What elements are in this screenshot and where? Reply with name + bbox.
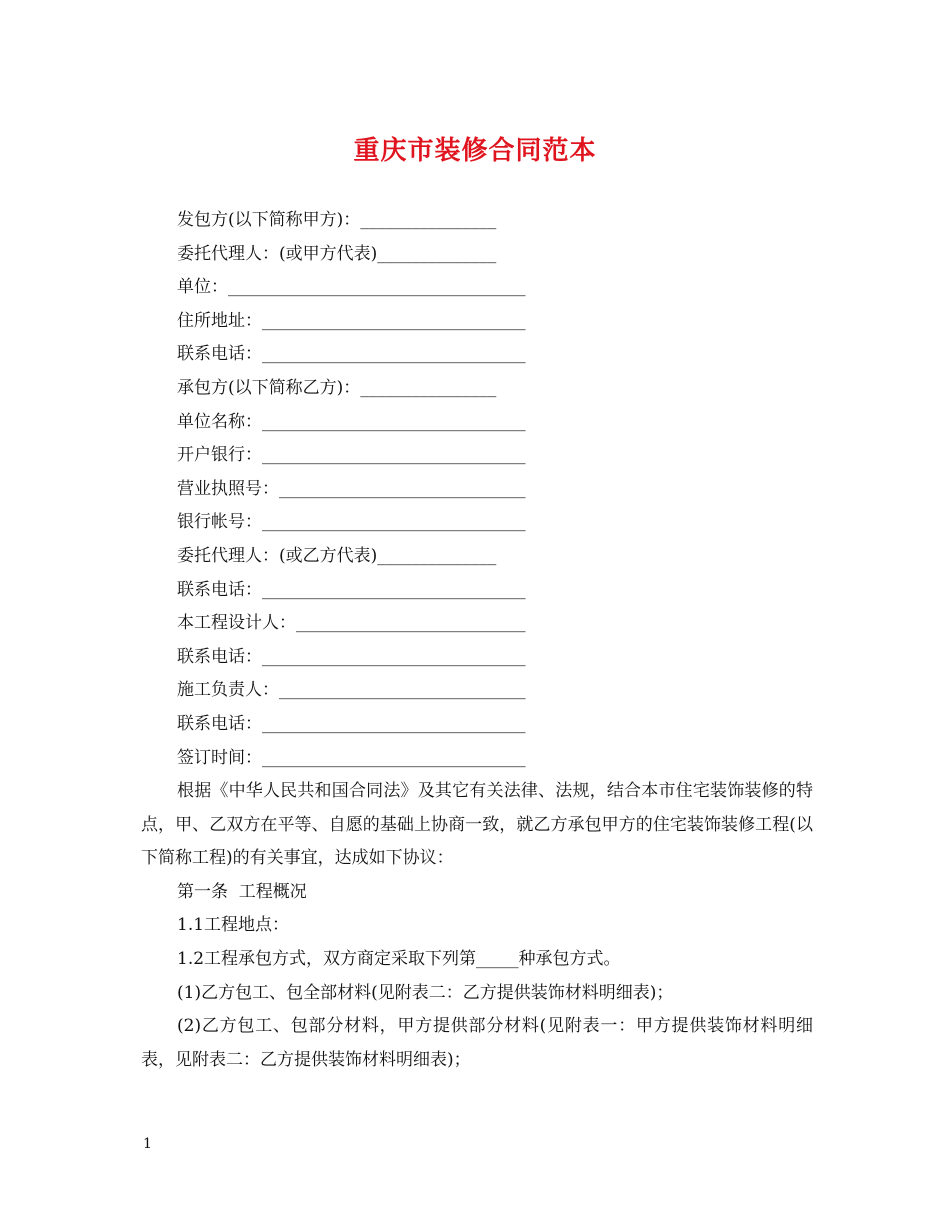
clause-option-1: (1)乙方包工、包全部材料(见附表二：乙方提供装饰材料明细表)； [177, 982, 674, 1003]
field-label: 开户银行： [177, 445, 262, 466]
field-label: 营业执照号： [177, 478, 279, 499]
blank-line: ___________________________ [296, 613, 526, 634]
blank-line: _______________________________ [262, 512, 526, 533]
field-label: 联系电话： [177, 713, 262, 734]
blank-line: ___________________________________ [228, 277, 526, 298]
field-label: 施工负责人： [177, 680, 279, 701]
field-row [177, 742, 526, 776]
field-label: 单位： [177, 277, 228, 298]
field-label: 住所地址： [177, 310, 262, 331]
field-label: 银行帐号： [177, 512, 262, 533]
blank-line: ________________ [360, 210, 497, 230]
field-row [177, 574, 526, 608]
field-label: 本工程设计人： [177, 613, 296, 634]
document-title: 重庆市装修合同范本 [353, 136, 597, 166]
contract-body [141, 775, 813, 1077]
blank-line: _______________________________ [262, 445, 526, 466]
blank-line: ______________ [377, 545, 497, 566]
field-row [177, 473, 526, 507]
field-row [177, 506, 526, 540]
blank-line: _____________________________ [279, 478, 526, 499]
field-label: 单位名称： [177, 411, 262, 432]
intro-paragraph: 根据《中华人民共和国合同法》及其它有关法律、法规，结合本市住宅装饰装修的特点，甲、乙双方在平等、自愿的基础上协商一致，就乙方承包甲方的住宅装饰装修工程(以下简称工程)的有关事宜，达成如下协议： [141, 781, 813, 869]
field-row [177, 607, 526, 641]
blank-line: _______________________________ [262, 579, 526, 600]
field-row [177, 708, 526, 742]
article-heading: 第一条 工程概况 [177, 881, 307, 902]
field-label: 联系电话： [177, 579, 262, 600]
field-row [177, 641, 526, 675]
clause-1-1: 1.1工程地点： [177, 915, 290, 936]
field-label: 委托代理人：(或甲方代表) [177, 243, 378, 264]
field-row [177, 540, 526, 574]
field-row [177, 238, 526, 272]
field-row [177, 271, 526, 305]
field-row [177, 338, 526, 372]
party-info-fields [177, 204, 526, 775]
blank-line: _______________________________ [262, 713, 526, 734]
field-row [177, 372, 526, 406]
blank-line: _______________________________ [262, 747, 526, 768]
blank-line: _______________________________ [262, 646, 526, 667]
field-row [177, 439, 526, 473]
field-row [177, 406, 526, 440]
field-label: 签订时间： [177, 747, 262, 768]
field-label: 委托代理人：(或乙方代表) [177, 545, 378, 566]
field-label: 发包方(以下简称甲方)： [177, 210, 361, 230]
blank-line: ________________ [360, 377, 497, 398]
clause-1-2: 1.2工程承包方式，双方商定采取下列第_____种承包方式。 [177, 948, 621, 969]
page-number: 1 [143, 1136, 152, 1152]
blank-line: ______________ [377, 243, 497, 264]
field-label: 承包方(以下简称乙方)： [177, 377, 361, 398]
field-label: 联系电话： [177, 344, 262, 365]
field-row [177, 204, 526, 238]
blank-line: _______________________________ [262, 411, 526, 432]
clause-option-2: (2)乙方包工、包部分材料，甲方提供部分材料(见附表一：甲方提供装饰材料明细表，见附表二：乙方提供装饰材料明细表)； [141, 1016, 813, 1070]
field-row [177, 674, 526, 708]
field-label: 联系电话： [177, 646, 262, 667]
blank-line: _______________________________ [262, 344, 526, 365]
field-row [177, 305, 526, 339]
blank-line: _____________________________ [279, 680, 526, 701]
blank-line: _______________________________ [262, 310, 526, 331]
